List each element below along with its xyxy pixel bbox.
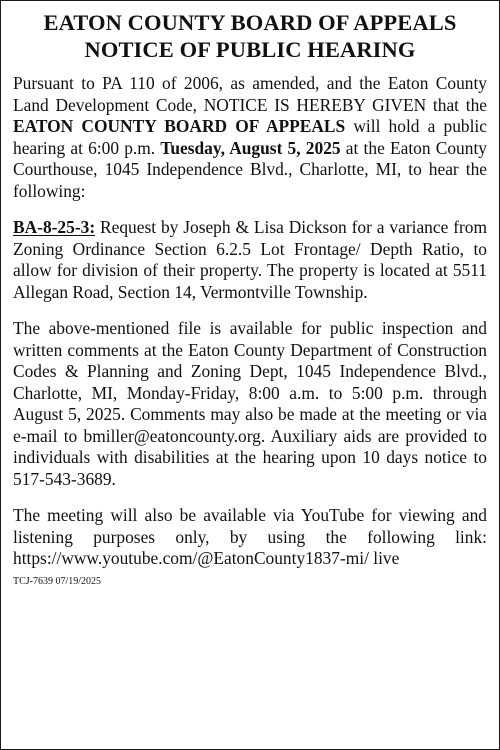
intro-paragraph bbox=[13, 73, 487, 202]
intro-text-2: will hold a public hearing at 6:00 p.m. bbox=[13, 116, 487, 158]
hearing-date: Tuesday, August 5, 2025 bbox=[160, 137, 341, 158]
publication-code: TCJ-7639 07/19/2025 bbox=[13, 575, 102, 587]
notice-title-line-1: EATON COUNTY BOARD OF APPEALS bbox=[43, 10, 457, 35]
case-number: BA-8-25-3: bbox=[13, 217, 96, 237]
notice-title-line-2: NOTICE OF PUBLIC HEARING bbox=[84, 37, 416, 62]
board-name: EATON COUNTY BOARD OF APPEALS bbox=[13, 116, 346, 136]
case-paragraph bbox=[13, 217, 487, 303]
case-description: Request by Joseph & Lisa Dickson for a variance from Zoning Ordinance Section 6.2.5 Lot Frontage/ Depth Ratio, to allow for division of their property. The property is located at 5511 Allegan Road, Section 14, Vermontville Township. bbox=[13, 217, 487, 302]
availability-paragraph: The above-mentioned file is available for public inspection and written comments at the Eaton County Department of Construction Codes & Planning and Zoning Dept, 1045 Independence Blvd., Charlotte, MI, Monday-Friday, 8:00 a.m. to 5:00 p.m. through August 5, 2025. Comments may also be made at the meeting or via e-mail to bmiller@eatoncounty.org. Auxiliary aids are provided to individuals with disabilities at the hearing upon 10 days notice to 517-543-3689. bbox=[13, 318, 487, 489]
intro-text-1: Pursuant to PA 110 of 2006, as amended, and the Eaton County Land Development Code, NOTICE IS HEREBY GIVEN that the bbox=[13, 73, 487, 115]
intro-text-3: at the Eaton County Courthouse, 1045 Independence Blvd., Charlotte, MI, to hear the following: bbox=[13, 137, 487, 201]
youtube-paragraph: The meeting will also be available via YouTube for viewing and listening purposes only, by using the following link: https://www.youtube.com/@EatonCounty1837-mi/ live bbox=[13, 505, 487, 568]
